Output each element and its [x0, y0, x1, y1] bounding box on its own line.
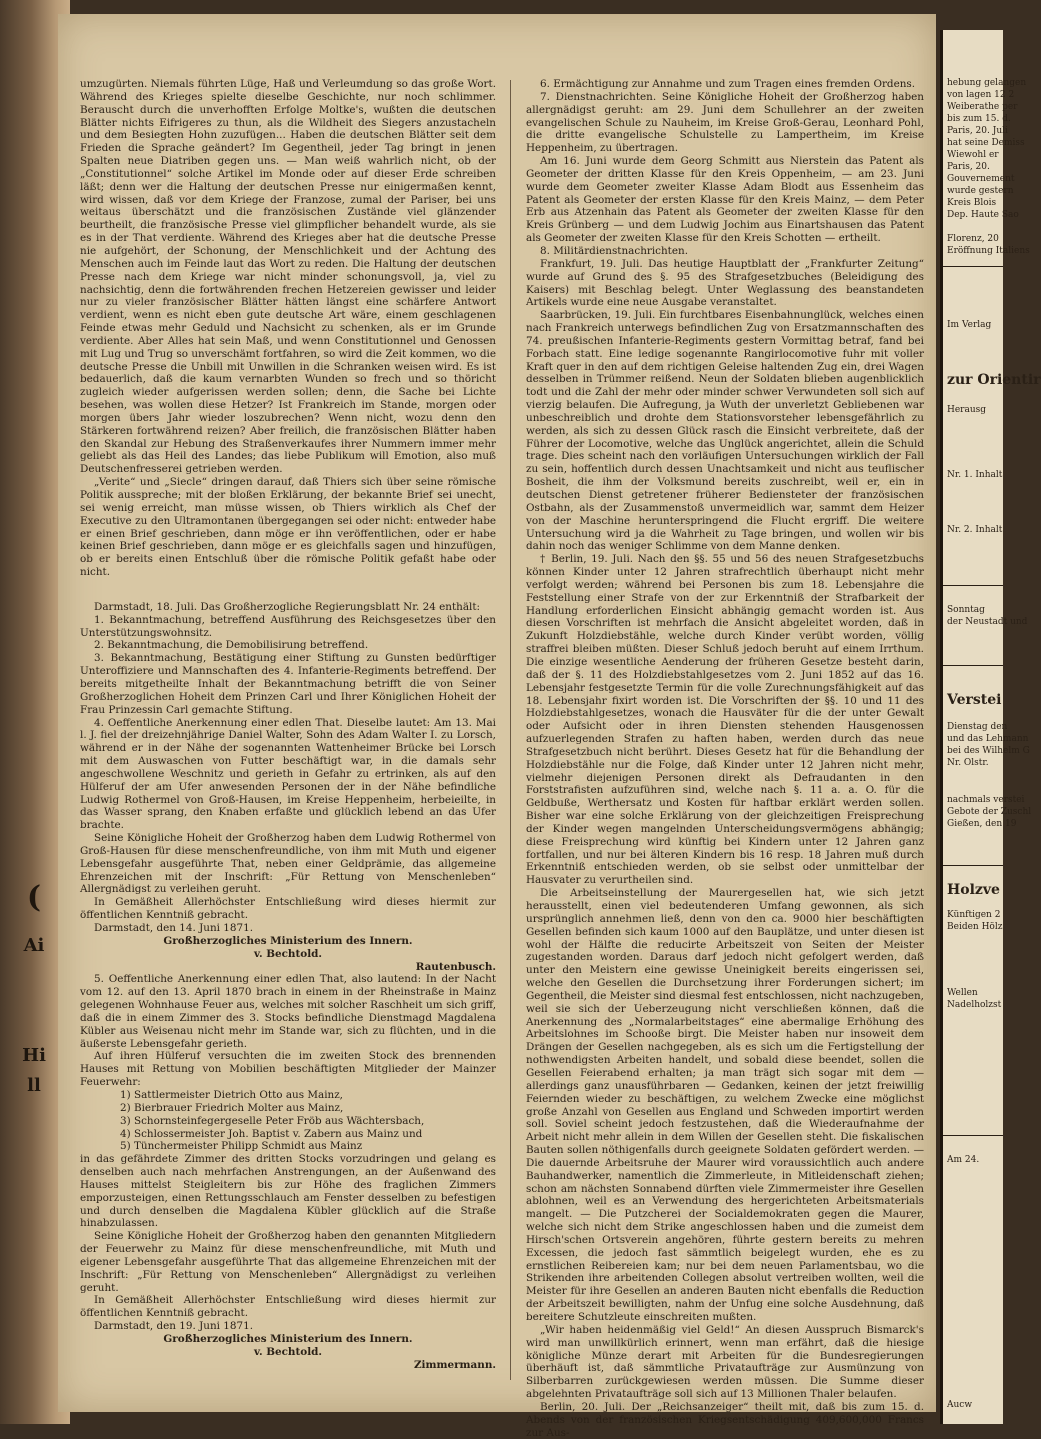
fireman-entry: 3) Schornsteinfegergeselle Peter Fröb aus Wächtersbach,	[120, 1114, 425, 1127]
adjacent-page-text: Gouvernement	[947, 174, 1015, 184]
article-paragraph: umzugürten. Niemals führten Lüge, Haß und Verleumdung so das große Wort. Während des Krieges spielte dieselbe Geschichte, nur noch schlimmer. Berauscht durch die unverhofften Erfolge Moltke's, wußten die deutschen Blätter nichts Eifrigeres zu thun, als die Wildheit des Siegers anzustacheln und dem Besiegten Hohn zuzufügen... Haben die deutschen Blätter seit dem Frieden die Sprache geändert? Im Gegentheil, jeder Tag bringt in jenen Spalten neue Diatriben gegen uns. — Man weiß wahrlich nicht, ob der „Constitutionnel“ solche Artikel im Monde oder auf dieser Erde schreiben läßt; denn wer die Haltung der deutschen Presse nur einigermaßen kennt, wird wissen, daß vor dem Kriege der Franzose, zumal der Pariser, bei uns weitaus überschätzt und die französischen Zustände viel glänzender beurtheilt, die französische Presse viel glimpflicher behandelt wurde, als sie es in der That verdiente. Während des Krieges aber hat die deutsche Presse nie aufgehört, der Schonung, der Menschlichkeit und der Achtung des Menschen auch im Feinde laut das Wort zu reden. Die Haltung der deutschen Presse nach dem Kriege war nicht minder schonungsvoll, ja, viel zu nachsichtig, denn die fortwährenden frechen Hetzereien gewisser und leider nur zu vieler französischer Blätter hätten längst eine schärfere Antwort verdient, wenn es nicht eben gute deutsche Art wäre, einem geschlagenen Feinde etwas mehr Geduld und Nachsicht zu schenken, als er im Grunde verdiente. Aber Alles hat sein Maß, und wenn Constitutionnel und Genossen mit Lug und Trug so unverschämt fortfahren, so wird die Zeit kommen, wo die deutsche Presse die Unbill mit Unwillen in die Schranken weisen wird. Es ist bedauerlich, daß die kaum vernarbten Wunden so frech und so thöricht zugleich wieder aufgerissen werden sollen; denn, die Sache bei Lichte besehen, was wollen diese Hetzer? Ist Frankreich im Stande, morgen oder morgen übers Jahr wieder loszubrechen? Wenn nicht, wozu denn den Stärkeren fortwährend reizen? Aber freilich, die französischen Blätter haben den Skandal zur Hebung des Straßenverkaufes ihrer Nummern immer mehr geliebt als das Heil des Landes; das liebe Publikum will Emotion, also muß Deutschenfresserei getrieben werden.	[80, 78, 496, 476]
right-column	[526, 78, 924, 1439]
news-berlin: † Berlin, 19. Juli. Nach den §§. 55 und 56 des neuen Strafgesetzbuchs können Kinder unter 12 Jahren strafrechtlich überhaupt nicht mehr verfolgt werden; während bei Personen bis zum 18. Lebensjahre die Feststellung einer Strafe von der zur Erkenntniß der Strafbarkeit der Handlung erforderlichen Einsicht abhängig gemacht worden ist. Aus diesen Vorschriften ist mehrfach die Ansicht abgeleitet worden, daß in Zukunft Holzdiebstähle, welche durch Kinder verübt worden, völlig straffrei bleiben müßten. Dieser Schluß jedoch beruht auf einem Irrthum. Die einzige wesentliche Aenderung der früheren Gesetze besteht darin, daß der §. 11 des Holzdiebstahlgesetzes vom 2. Juni 1852 auf das 16. Lebensjahr festgesetzte Termin für die volle Zurechnungsfähigkeit auf das 18. Lebensjahr fixirt worden ist. Die Vorschriften der §§. 10 und 11 des Holzdiebstahlgesetzes, wonach die Hausväter für die der unter Gewalt oder Aufsicht oder in ihren Diensten stehenden Hausgenossen aufzuerlegenden Strafen zu haften haben, werden durch das neue Strafgesetzbuch nicht berührt. Dieses Gesetz hat für die Behandlung der Holzdiebstähle nur die Folge, daß Kinder unter 12 Jahren nicht mehr, vielmehr diejenigen Personen direkt als Defraudanten in den Forststrafisten aufzuführen sind, welche nach §. 11 a. a. O. für die Geldbuße, Werthersatz und Kosten für haftbar erklärt werden sollen. Bisher war eine solche Erklärung von der gleichzeitigen Freisprechung der Kinder wegen mangelnden Unterscheidungsvermögens abhängig; diese Freisprechung wird künftig bei Kindern unter 12 Jahren ganz fortfallen, und nur bei älteren Kindern bis 16 resp. 18 Jahren muß durch Erkenntniß entschieden werden, ob sie selbst oder unmittelbar der Hausvater zu verurtheilen sind.	[526, 553, 924, 887]
article-paragraph: in das gefährdete Zimmer des dritten Stocks vorzudringen und gelang es denselben auch nach mehrfachen Anstrengungen, an der Außenwand des Hauses mittelst Steigleitern bis zur Höhe des fraglichen Zimmers emporzusteigen, einen Rettungsschlauch am Fenster desselben zu befestigen und durch denselben die Magdalena Kübler glücklich auf die Straße hinabzulassen.	[80, 1153, 496, 1230]
adjacent-page-text: Gebote der Zuschl	[947, 807, 1032, 817]
list-item: 1. Bekanntmachung, betreffend Ausführung des Reichsgesetzes über den Unterstützungswohnsitz.	[80, 613, 496, 639]
adjacent-page-text: von lagen 12 2	[947, 90, 1015, 100]
adjacent-page-text: Dep. Haute Sao	[947, 210, 1019, 220]
list-item: 7. Dienstnachrichten. Seine Königliche Hoheit der Großherzog haben allergnädigst geruht: am 29. Juni dem Schullehrer an der zweiten evangelischen Schule zu Nauheim, im Kreise Groß-Gerau, Leonhard Pohl, die dritte evangelische Schulstelle zu Lampertheim, im Kreise Heppenheim, zu übertragen.	[526, 90, 924, 155]
adjacent-page-text: hat seine Demiss	[947, 138, 1025, 148]
adjacent-page-text: Weiberathe per	[947, 102, 1018, 112]
adjacent-page-text: Verstei	[947, 692, 1002, 708]
adjacent-page-text: Holzve	[947, 882, 1000, 898]
adjacent-page-text: Nadelholzst	[947, 1000, 1002, 1010]
notice-ministry: Großherzogliches Ministerium des Innern.	[163, 1333, 413, 1345]
adjacent-page-text: Paris, 20. Juli	[947, 126, 1008, 136]
adjacent-page-rule	[943, 1135, 1003, 1136]
fireman-entry: 1) Sattlermeister Dietrich Otto aus Mainz,	[120, 1088, 343, 1101]
adjacent-page-text: Im Verlag	[947, 320, 992, 330]
adjacent-page-rule	[943, 585, 1003, 586]
adjacent-page-text: Wiewohl er	[947, 150, 999, 160]
article-paragraph: Seine Königliche Hoheit der Großherzog haben den genannten Mitgliedern der Feuerwehr zu Mainz für diese menschenfreundliche, mit Muth und eigener Lebensgefahr ausgeführte That das allgemeine Ehrenzeichen mit der Inschrift: „Für Rettung von Menschenleben“ Allergnädigst zu verleihen geruht.	[80, 1230, 496, 1294]
adjacent-page-text: Gießen, den 19	[947, 819, 1017, 829]
news-frankfurt: Frankfurt, 19. Juli. Das heutige Hauptblatt der „Frankfurter Zeitung“ wurde auf Grund des §. 95 des Strafgesetzbuches (Beleidigung des Kaisers) mit Beschlag belegt. Unter Weglassung des beanstandeten Artikels wurde eine neue Ausgabe veranstaltet.	[526, 257, 924, 309]
fireman-entry: 4) Schlossermeister Joh. Baptist v. Zabern aus Mainz und	[120, 1127, 423, 1140]
adjacent-page-text: Wellen	[947, 988, 978, 998]
article-paragraph: In Gemäßheit Allerhöchster Entschließung wird dieses hiermit zur öffentlichen Kenntniß gebracht.	[80, 1294, 496, 1320]
adjacent-page-text: nachmals verstei	[947, 795, 1025, 805]
fireman-entry: 5) Tünchermeister Philipp Schmidt aus Mainz	[120, 1140, 363, 1153]
notice-cosigner: Zimmermann.	[413, 1358, 496, 1371]
adjacent-page-text: bis zum 15. d.	[947, 114, 1011, 124]
adjacent-page-text: Florenz, 20	[947, 234, 999, 244]
adjacent-page-text: Eröffnung Italiens	[947, 246, 1030, 256]
news-berlin-2: Berlin, 20. Juli. Der „Reichsanzeiger“ theilt mit, daß bis zum 15. d. Abends von der französischen Kriegsentschädigung 409,600,000 Francs zur Aus-	[526, 1400, 924, 1439]
notice-ministry: Großherzogliches Ministerium des Innern.	[163, 934, 413, 947]
list-item: Auf ihren Hülferuf versuchten die im zweiten Stock des brennenden Hauses mit Rettung von Mobilien beschäftigten Mitglieder der Mainzer Feuerwehr:	[80, 1050, 496, 1089]
list-item: Am 16. Juni wurde dem Georg Schmitt aus Nierstein das Patent als Geometer der dritten Klasse für den Kreis Oppenheim, — am 23. Juni wurde dem Geometer zweiter Klasse Adam Blodt aus Essenheim das Patent als Geometer der ersten Klasse für den Kreis Mainz, — dem Peter Erb aus Atzenhain das Patent als Geometer der zweiten Klasse für den Kreis Grünberg — und dem Ludwig Jochim aus Einartshausen das Patent als Geometer der zweiten Klasse für den Kreis Schotten — ertheilt.	[526, 155, 924, 245]
adjacent-page-text: Sonntag	[947, 605, 985, 615]
adjacent-page-text: Herausg	[947, 405, 987, 415]
binding-fragment: Ai	[23, 935, 45, 956]
adjacent-page-text: der Neustadt und	[947, 617, 1028, 627]
column-divider	[510, 80, 511, 1380]
notice-signer: v. Bechtold.	[253, 947, 323, 960]
adjacent-page-text: Künftigen 2	[947, 910, 1001, 920]
binding-fragment: (	[26, 880, 42, 915]
darmstadt-intro: Darmstadt, 18. Juli. Das Großherzogliche Regierungsblatt Nr. 24 enthält:	[94, 600, 481, 613]
list-item: 3. Bekanntmachung, Bestätigung einer Stiftung zu Gunsten bedürftiger Unteroffiziere und Mannschaften des 4. Infanterie-Regiments betreffend. Der bereits mitgetheilte Inhalt der Bekanntmachung betrifft die von Seiner Großherzoglichen Hoheit dem Prinzen Carl und Ihrer Königlichen Hoheit der Frau Prinzessin Carl gemachte Stiftung.	[80, 652, 496, 716]
left-column	[80, 78, 496, 1372]
adjacent-page-text: Beiden Hölz	[947, 922, 1003, 932]
adjacent-page-rule	[943, 266, 1003, 267]
adjacent-page-text: und das Lehmann	[947, 734, 1029, 744]
newspaper-page	[58, 14, 936, 1439]
list-item: Seine Königliche Hoheit der Großherzog haben dem Ludwig Rothermel von Groß-Hausen für diese menschenfreundliche, von ihm mit Muth und eigener Lebensgefahr ausgeführte That, neben einer Geldprämie, das allgemeine Ehrenzeichen mit der Inschrift: „Für Rettung von Menschenleben“ Allergnädigst zu verleihen geruht.	[80, 832, 496, 896]
notice-signer: v. Bechtold.	[253, 1345, 323, 1358]
fireman-entry: 2) Bierbrauer Friedrich Molter aus Mainz,	[120, 1101, 344, 1114]
news-strike: Die Arbeitseinstellung der Maurergesellen hat, wie sich jetzt herausstellt, einen viel bedeutenderen Umfang gewonnen, als sich ursprünglich annehmen ließ, denn von den ca. 9000 hier beschäftigten Gesellen befinden sich kaum 1000 auf den Bauplätze, und unter diesen ist wohl der Hälfte die reducirte Arbeitszeit von Seiten der Meister zugestanden worden. Daraus darf jedoch nicht gefolgert werden, daß unter den Meistern eine gewisse Uneinigkeit bereits eingerissen sei, welche den Gesellen die Durchsetzung ihrer Forderungen sichert; im Gegentheil, die Meister sind diesmal fest entschlossen, nicht nachzugeben, weil sie sich der Ueberzeugung nicht verschließen können, daß die Anerkennung des „Normalarbeitstages“ eine abermalige Erhöhung des Arbeitslohnes im Schooße birgt. Die Meister haben nur insoweit dem Drängen der Gesellen nachgegeben, als es sich um die Fertigstellung der nothwendigsten Arbeiten handelt, und sobald diese beendet, sollen die Gesellen Feierabend erhalten; ja man trägt sich sogar mit dem — allerdings ganz unausführbaren — Gedanken, keinen der jetzt freiwillig Feiernden wieder zu beschäftigen, zu welchem Zwecke eine möglichst große Anzahl von Gesellen aus England und Schweden importirt werden soll. Soviel scheint jedoch festzustehen, daß die Wiederaufnahme der Arbeit nicht mehr allein in dem Willen der Gesellen steht. Die fiskalischen Bauten sollen nöthigenfalls durch geeignete Soldaten gefördert werden. — Die dauernde Arbeitsruhe der Maurer wird voraussichtlich auch andere Bauhandwerker, namentlich die Zimmerleute, in Mitleidenschaft ziehen; schon am nächsten Sonnabend dürften viele Zimmermeister ihre Gesellen ablohnen, weil es an Verwendung des hergerichteten Arbeitsmaterials mangelt. — Die Putzcherei der Socialdemokraten gegen die Maurer, welche sich nicht dem Strike angeschlossen haben und die zumeist dem Hirsch'schen Ortsverein angehören, führte gestern bereits zu mehren Excessen, die jedoch fast sämmtlich beigelegt wurden, ehe es zu ernstlichen Reibereien kam; nur bei dem neuen Parlamentsbau, wo die Strikenden ihre arbeitenden Collegen absolut vertreiben wollten, weil die Meister für ihre Gesellen an anderen Bauten nicht ebenfalls die Reduction der Arbeitszeit bewilligten, nahm der Unfug eine solche Ausdehnung, daß bereitere Schutzleute einschreiten mußten.	[526, 887, 924, 1323]
adjacent-page-text: bei des Wilhelm G	[947, 746, 1030, 756]
adjacent-page-text: Nr. Olstr.	[947, 758, 989, 768]
adjacent-page-text: Nr. 1. Inhalt	[947, 470, 1003, 480]
article-paragraph: „Verite“ und „Siecle“ dringen darauf, daß Thiers sich über seine römische Politik ausspreche; mit der bloßen Erklärung, der bekannte Brief sei unecht, sei wenig erreicht, man müsse wissen, ob Thiers wirklich als Chef der Executive zu den Ultramontanen übergegangen sei oder nicht: entweder habe er einen Brief geschrieben, dann möge er ihn veröffentlichen, oder er habe keinen Brief geschrieben, dann möge er es gleichfalls sagen und hinzufügen, ob er bereits einen Entschluß über die römische Politik gefaßt habe oder nicht.	[80, 476, 496, 579]
notice-cosigner: Rautenbusch.	[415, 960, 496, 973]
adjacent-page-text: Dienstag den	[947, 722, 1008, 732]
notice-date: Darmstadt, den 14. Juni 1871.	[94, 922, 254, 934]
news-money: „Wir haben heidenmäßig viel Geld!“ An diesen Ausspruch Bismarck's wird man unwillkürlich erinnert, wenn man erfährt, daß die hiesige königliche Münze derart mit Arbeiten für die Bundesregierungen überhäuft ist, daß sämmtliche Privataufträge zur Ausmünzung von Silberbarren zurückgewiesen werden müssen. Die Summe dieser abgelehnten Privataufträge soll sich auf 13 Millionen Thaler belaufen.	[526, 1323, 924, 1401]
list-item: 8. Militärdienstnachrichten.	[540, 244, 689, 257]
list-item: 2. Bekanntmachung, die Demobilisirung betreffend.	[94, 639, 369, 652]
list-item: 5. Oeffentliche Anerkennung einer edlen That, also lautend: In der Nacht vom 12. auf den 13. April 1870 brach in einem in der Rheinstraße in Mainz gelegenen Wohnhause Feuer aus, welches mit solcher Raschheit um sich griff, daß die in einem Zimmer des 3. Stocks befindliche Dienstmagd Magdalena Kübler aus Weisenau nicht mehr im Stande war, sich zu flüchten, und in die äußerste Lebensgefahr gerieth.	[80, 973, 496, 1050]
adjacent-page-text: Kreis Blois	[947, 198, 997, 208]
adjacent-page-text: Aucw	[947, 1400, 973, 1410]
list-item: 6. Ermächtigung zur Annahme und zum Tragen eines fremden Ordens.	[540, 78, 916, 90]
adjacent-page-text: Paris, 20.	[947, 162, 990, 172]
list-item: 4. Oeffentliche Anerkennung einer edlen That. Dieselbe lautet: Am 13. Mai l. J. fiel der dreizehnjährige Daniel Walter, Sohn des Adam Walter I. zu Lorsch, während er in der Nähe der sogenannten Wattenheimer Brücke bei Lorsch mit dem Auswaschen von Futter beschäftigt war, in die damals sehr angeschwollene Weschnitz und gerieth in Gefahr zu ertrinken, als auf den Hülferuf der am Ufer anwesenden Personen der in der Nähe befindliche Ludwig Rothermel von Groß-Hausen, im Kreise Heppenheim, herbeieilte, in das Wasser sprang, den Knaben erfaßte und glücklich lebend an das Ufer brachte.	[80, 716, 496, 832]
notice-date: Darmstadt, den 19. Juni 1871.	[94, 1320, 254, 1333]
adjacent-page-text: hebung gelangen	[947, 78, 1027, 88]
list-item: In Gemäßheit Allerhöchster Entschließung wird dieses hiermit zur öffentlichen Kenntniß gebracht.	[80, 896, 496, 922]
adjacent-page-text: wurde gestern	[947, 186, 1014, 196]
adjacent-page-text: Am 24.	[947, 1155, 980, 1165]
adjacent-page-text: zur Orientir	[947, 372, 1041, 388]
binding-fragment: Hi	[22, 1045, 46, 1066]
adjacent-page-text: Nr. 2. Inhalt	[947, 525, 1003, 535]
adjacent-page-rule	[943, 665, 1003, 666]
news-saarbruecken: Saarbrücken, 19. Juli. Ein furchtbares Eisenbahnunglück, welches einen nach Frankreich unterwegs befindlichen Zug von Ersatzmannschaften des 74. preußischen Infanterie-Regiments gestern Vormittag betraf, fand bei Forbach statt. Eine ledige sogenannte Rangirlocomotive fuhr mit voller Kraft quer in den auf dem richtigen Geleise haltenden Zug ein, drei Wagen desselben in Trümmer reißend. Neun der Soldaten blieben augenblicklich todt und die Zahl der mehr oder minder schwer Verwundeten soll sich auf vierzig belaufen. Die Aufregung, ja Wuth der unverletzt Gebliebenen war unbeschreiblich und drohte dem Stationsvorsteher lebensgefährlich zu werden, als sich zu dessen Glück rasch die Einsicht verbreitete, daß der Führer der Locomotive, welche das Unglück angerichtet, allein die Schuld trage. Dies scheint nach den vorläufigen Untersuchungen wirklich der Fall zu sein, hoffentlich durch dessen Unachtsamkeit und nicht aus teuflischer Bosheit, die ihm der Volksmund bereits zuschreibt, weil er, ein in deutschen Dienst getretener früherer Bediensteter der französischen Ostbahn, als der Zusammenstoß unvermeidlich war, sammt dem Heizer von der Maschine herunterspringend die Flucht ergriff. Die weitere Untersuchung wird ja die Wahrheit zu Tage bringen, und wollen wir bis dahin noch das weniger Schlimme von dem Manne denken.	[526, 309, 924, 553]
adjacent-page-rule	[943, 865, 1003, 866]
adjacent-page-edge	[940, 30, 1041, 1424]
binding-fragment: ll	[27, 1075, 41, 1096]
